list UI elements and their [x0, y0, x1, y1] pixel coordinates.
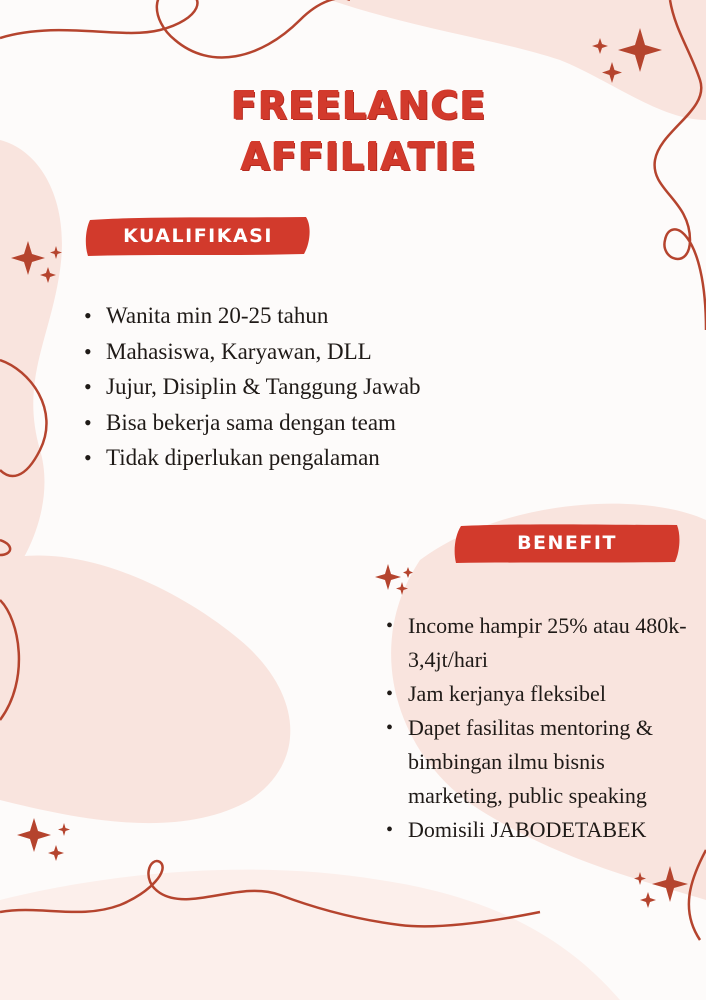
list-item: • Tidak diperlukan pengalaman: [82, 440, 421, 476]
benefit-heading: BENEFIT: [517, 532, 617, 554]
title-line-1: FREELANCE: [231, 84, 487, 128]
blob-bottom: [0, 870, 620, 1000]
benefit-list: [384, 609, 694, 847]
list-item: • Wanita min 20-25 tahun: [82, 298, 421, 334]
sparkle-icon-group-bottom-left: [17, 818, 70, 861]
list-item: • Jam kerjanya fleksibel: [384, 677, 694, 711]
list-item: • Income hampir 25% atau 480k-3,4jt/hari: [384, 609, 694, 677]
list-item: • Jujur, Disiplin & Tanggung Jawab: [82, 369, 421, 405]
list-item: • Mahasiswa, Karyawan, DLL: [82, 334, 421, 370]
list-item: • Dapet fasilitas mentoring & bimbingan ilmu bisnis marketing, public speaking: [384, 711, 694, 813]
title-line-2: AFFILIATIE: [240, 135, 478, 179]
list-item: • Bisa bekerja sama dengan team: [82, 405, 421, 441]
kualifikasi-list: [82, 298, 421, 476]
list-item: • Domisili JABODETABEK: [384, 813, 694, 847]
blob-middle: [0, 555, 290, 823]
swirl-top-left: [0, 0, 350, 57]
benefit-badge: [453, 521, 681, 565]
kualifikasi-heading: KUALIFIKASI: [123, 225, 273, 247]
kualifikasi-badge: [84, 214, 312, 258]
